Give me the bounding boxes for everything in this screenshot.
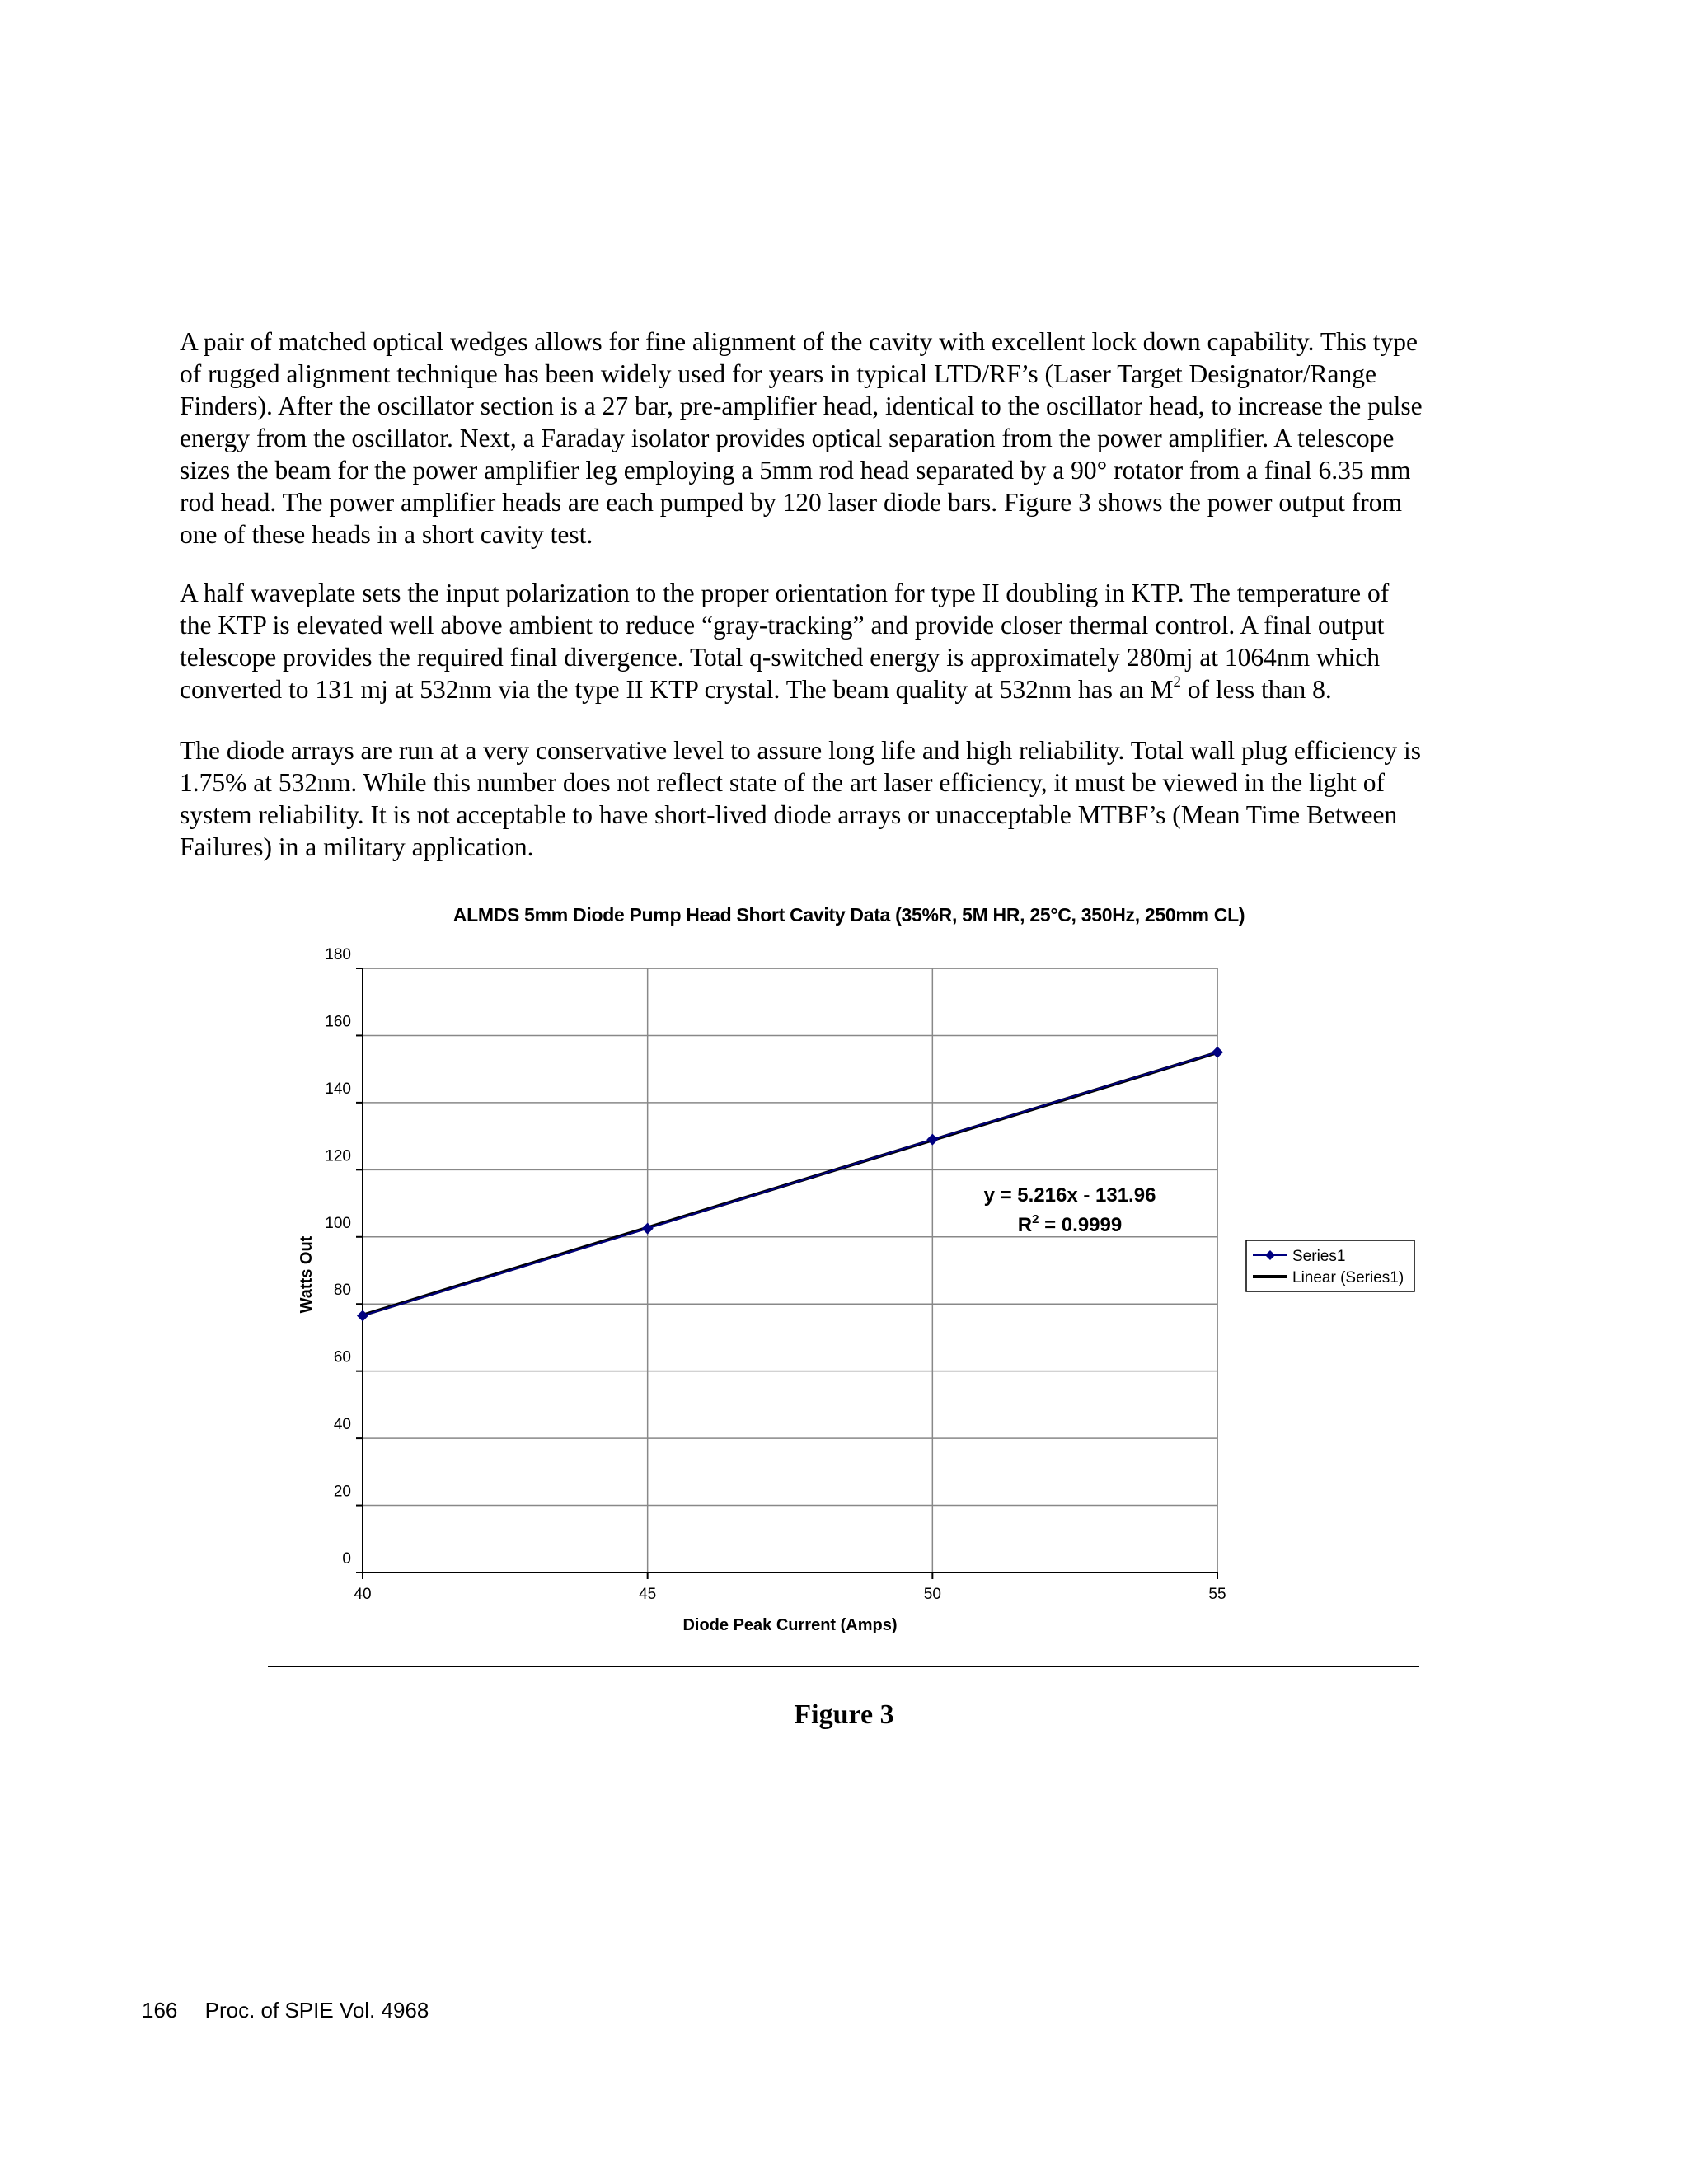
text-line: the KTP is elevated well above ambient to reduce “gray-tracking” and provide closer thermal control. A final output (180, 611, 1385, 640)
text-line: system reliability. It is not acceptable to have short-lived diode arrays or unacceptable MTBF’s (Mean Time Between (180, 800, 1398, 829)
text-line: Failures) in a military application. (180, 832, 534, 861)
text-line: The diode arrays are run at a very conservative level to assure long life and high reliability. Total wall plug efficiency is (180, 736, 1422, 765)
data-point (642, 1223, 654, 1235)
text-line: A half waveplate sets the input polarization to the proper orientation for type II doubling in KTP. The temperature of (180, 579, 1390, 607)
y-tick-label: 0 (342, 1550, 351, 1568)
text-line: sizes the beam for the power amplifier leg employing a 5mm rod head separated by a 90° rotator from a final 6.35 mm (180, 456, 1411, 485)
data-point (926, 1134, 938, 1146)
y-tick-label: 100 (325, 1214, 351, 1232)
text-line: rod head. The power amplifier heads are each pumped by 120 laser diode bars. Figure 3 shows the power output from (180, 488, 1402, 517)
trendline-r-squared: $R^2 = 0.9999$ (1017, 1212, 1123, 1236)
x-tick-label: 40 (354, 1586, 372, 1603)
data-point (1212, 1047, 1223, 1058)
text-line: 1.75% at 532nm. While this number does not reflect state of the art laser efficiency, it must be viewed in the light of (180, 768, 1386, 797)
superscript: 2 (1173, 673, 1181, 691)
chart-title: ALMDS 5mm Diode Pump Head Short Cavity Data (35%R, 5M HR, 25°C, 350Hz, 250mm CL) (452, 904, 1245, 926)
y-tick-label: 160 (325, 1013, 351, 1031)
x-tick-label: 50 (923, 1586, 941, 1603)
y-tick-label: 120 (325, 1147, 351, 1165)
y-tick-label: 80 (333, 1282, 351, 1300)
x-axis-label: Diode Peak Current (Amps) (682, 1616, 898, 1634)
page-number: 166 (142, 1998, 178, 2022)
x-tick-label: 45 (639, 1586, 657, 1603)
text-line: A pair of matched optical wedges allows for fine alignment of the cavity with excellent lock down capability. This type (180, 327, 1418, 356)
y-tick-label: 140 (325, 1080, 351, 1098)
text-line: one of these heads in a short cavity test. (180, 520, 593, 549)
y-tick-label: 40 (333, 1416, 351, 1434)
footer-source: Proc. of SPIE Vol. 4968 (204, 1998, 429, 2022)
text-segment: converted to 131 mj at 532nm via the type II KTP crystal. The beam quality at 532nm has an M (180, 675, 1174, 704)
legend-trendline-label: Linear (Series1) (1292, 1269, 1404, 1286)
text-line: of rugged alignment technique has been widely used for years in typical LTD/RF’s (Laser Target Designator/Range (180, 359, 1376, 388)
trendline-equation: y = 5.216x - 131.96 (983, 1184, 1156, 1207)
y-tick-label: 20 (333, 1483, 351, 1501)
text-line: Finders). After the oscillator section is a 27 bar, pre-amplifier head, identical to the oscillator head, to increase the pulse (180, 391, 1423, 420)
text-line: telescope provides the required final divergence. Total q-switched energy is approximately 280mj at 1064nm which (180, 643, 1381, 672)
y-tick-label: 60 (333, 1348, 351, 1366)
plot-frame (363, 968, 1217, 1572)
text-line: energy from the oscillator. Next, a Faraday isolator provides optical separation from the power amplifier. A telescope (180, 424, 1395, 452)
x-tick-label: 55 (1208, 1586, 1226, 1603)
page-footer (142, 1998, 429, 2023)
figure-caption: Figure 3 (794, 1699, 894, 1730)
text-segment: of less than 8. (1180, 675, 1332, 704)
data-point (357, 1310, 368, 1321)
y-axis-label: Watts Out (298, 1235, 316, 1314)
y-tick-label: 180 (325, 946, 351, 963)
legend-series-label: Series1 (1292, 1248, 1346, 1265)
